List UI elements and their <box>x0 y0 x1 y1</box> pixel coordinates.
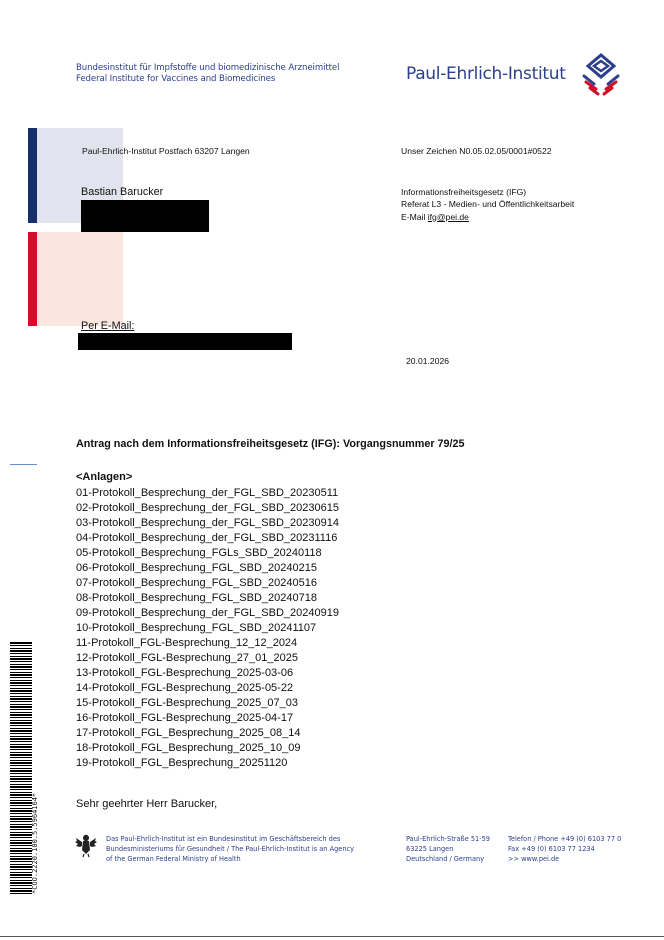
department-email-row <box>401 211 574 223</box>
attachment-item: 13-Protokoll_FGL-Besprechung_2025-03-06 <box>76 667 294 679</box>
attachment-item: 11-Protokoll_FGL-Besprechung_12_12_2024 <box>76 637 298 649</box>
attachment-item: 10-Protokoll_Besprechung_FGL_SBD_20241107 <box>76 622 317 634</box>
attachment-item: 03-Protokoll_Besprechung_der_FGL_SBD_20230914 <box>76 517 339 529</box>
attachment-item: 19-Protokoll_FGL_Besprechung_20251120 <box>76 757 288 769</box>
footer-address <box>406 834 490 864</box>
attachment-item: 06-Protokoll_Besprechung_FGL_SBD_20240215 <box>76 562 317 574</box>
letter-date: 20.01.2026 <box>406 356 450 366</box>
footer-address-line: Paul-Ehrlich-Straße 51-59 <box>406 835 491 843</box>
sender-return-address: Paul-Ehrlich-Institut Postfach 63207 Langen <box>82 146 250 156</box>
barcode <box>10 642 32 894</box>
footer-address-line: Deutschland / Germany <box>406 855 485 863</box>
institute-name <box>76 63 339 85</box>
fold-mark <box>10 464 37 465</box>
institute-name-en: Federal Institute for Vaccines and Biomedicines <box>76 74 276 84</box>
letter-subject: Antrag nach dem Informationsfreiheitsgesetz (IFG): Vorgangsnummer 79/25 <box>76 438 465 450</box>
redacted-address <box>81 200 209 232</box>
redacted-email <box>78 333 292 350</box>
email-label: E-Mail <box>401 211 428 222</box>
red-margin-bar <box>28 232 37 326</box>
attachment-item: 05-Protokoll_Besprechung_FGLs_SBD_20240118 <box>76 547 322 559</box>
footer-agency-line: of the German Federal Ministry of Health <box>106 855 241 863</box>
attachment-item: 16-Protokoll_FGL-Besprechung_2025-04-17 <box>76 712 294 724</box>
footer-agency <box>106 834 354 864</box>
footer-agency-line: Bundesministeriums für Gesundheit / The Paul-Ehrlich-Institut is an Agency <box>106 845 355 853</box>
attachment-item: 09-Protokoll_Besprechung_der_FGL_SBD_20240919 <box>76 607 339 619</box>
attachment-item: 08-Protokoll_Besprechung_FGL_SBD_20240718 <box>76 592 317 604</box>
salutation: Sehr geehrter Herr Barucker, <box>76 798 218 810</box>
address-window-red <box>37 232 123 326</box>
attachment-list <box>76 486 339 771</box>
attachment-item: 04-Protokoll_Besprechung_der_FGL_SBD_20231116 <box>76 532 338 544</box>
footer-contact <box>508 834 621 864</box>
email-link[interactable]: ifg@pei.de <box>427 211 469 222</box>
page-bottom-border <box>0 936 664 937</box>
attachment-item: 18-Protokoll_FGL_Besprechung_2025_10_09 <box>76 742 301 754</box>
recipient-name: Bastian Barucker <box>81 186 164 198</box>
institute-name-de: Bundesinstitut für Impfstoffe und biomedizinische Arzneimittel <box>76 63 340 73</box>
attachment-item: 14-Protokoll_FGL-Besprechung_2025-05-22 <box>76 682 294 694</box>
department-line-1: Informationsfreiheitsgesetz (IFG) <box>401 187 527 197</box>
attachment-item: 12-Protokoll_FGL-Besprechung_27_01_2025 <box>76 652 298 664</box>
attachment-item: 17-Protokoll_FGL_Besprechung_2025_08_14 <box>76 727 301 739</box>
blue-margin-bar <box>28 128 37 223</box>
federal-eagle-icon <box>75 832 97 858</box>
reference-number: Unser Zeichen N0.05.02.05/0001#0522 <box>401 146 552 156</box>
attachment-item: 15-Protokoll_FGL-Besprechung_2025_07_03 <box>76 697 298 709</box>
department-info <box>401 186 574 223</box>
attachment-item: 01-Protokoll_Besprechung_der_FGL_SBD_20230511 <box>76 487 339 499</box>
attachment-item: 02-Protokoll_Besprechung_der_FGL_SBD_20230615 <box>76 502 339 514</box>
footer-address-line: 63225 Langen <box>406 845 454 853</box>
department-line-2: Referat L3 - Medien- und Öffentlichkeitsarbeit <box>401 199 575 210</box>
footer-website-link[interactable]: >> www.pei.de <box>508 855 560 863</box>
pei-logo-icon <box>580 52 622 96</box>
attachment-item: 07-Protokoll_Besprechung_FGL_SBD_20240516 <box>76 577 317 589</box>
footer-agency-line: Das Paul-Ehrlich-Institut ist ein Bundesinstitut im Geschäftsbereich des <box>106 835 341 843</box>
brand-name: Paul-Ehrlich-Institut <box>406 64 566 84</box>
footer-phone: Telefon / Phone +49 (0) 6103 77 0 <box>508 835 622 843</box>
attachments-heading: <Anlagen> <box>76 471 133 483</box>
footer-fax: Fax +49 (0) 6103 77 1234 <box>508 845 595 853</box>
per-email-label: Per E-Mail: <box>81 320 135 332</box>
barcode-text: *COO.2220.100.5.5964164* <box>31 792 39 894</box>
